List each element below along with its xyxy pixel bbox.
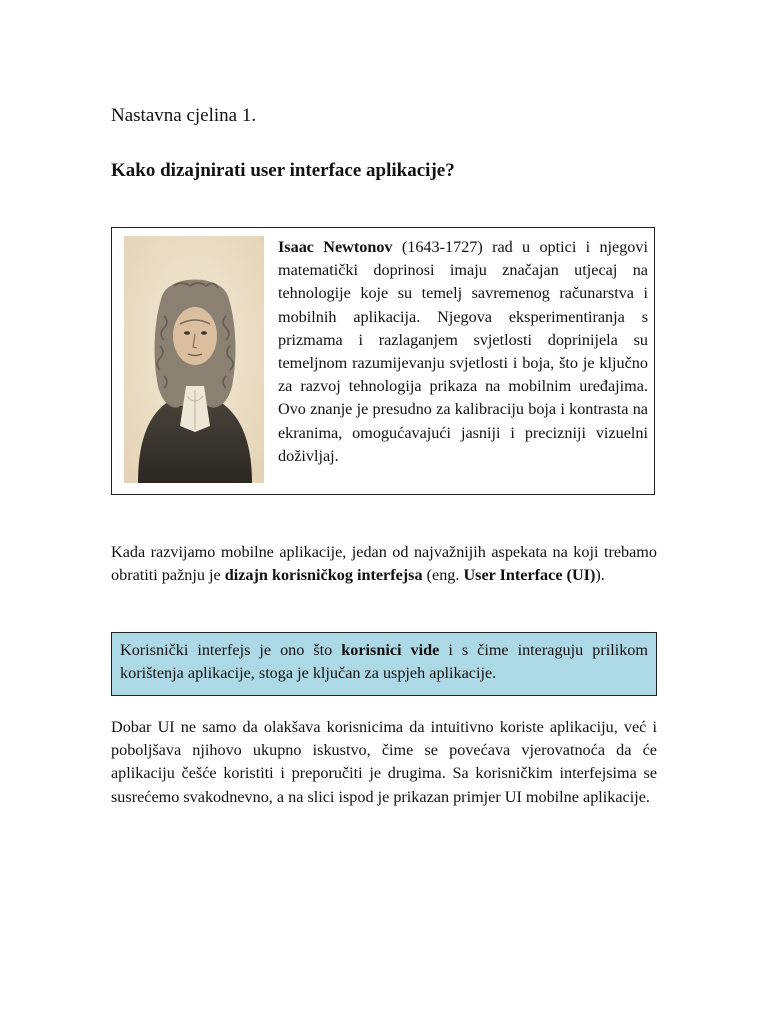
intro-text-1: Kada razvijamo mobilne aplikacije, jedan od najvažnijih aspekata na koji trebamo obratiti pažnju je: [111, 543, 657, 585]
newton-name: Isaac Newtonov: [278, 238, 393, 256]
callout-text-1: Korisnički interfejs je ono što: [120, 641, 342, 659]
callout-bold: korisnici vide: [341, 641, 440, 659]
intro-bold-ui-design: dizajn korisničkog interfejsa: [224, 566, 423, 585]
intro-paragraph: [111, 541, 657, 587]
intro-text-3: ).: [595, 566, 605, 585]
newton-description-text: (1643-1727) rad u optici i njegovi matematički doprinosi imaju značajan utjecaj na tehnologije koje su temelj savremenog računarstva i mobilnih aplikacija. Njegova eksperimentiranja s prizmama i razlaganjem svjetlosti doprinijela su temeljnom razumijevanju svjetlosti i boja, što je ključno za razvoj tehnologija prikaza na mobilnim uređajima. Ovo znanje je presudno za kalibraciju boja i kontrasta na ekranima, omogućavajući jasniji i precizniji vizuelni doživljaj.: [278, 238, 648, 465]
definition-callout: [111, 632, 657, 696]
isaac-newton-portrait-icon: [124, 236, 264, 483]
unit-label: Nastavna cjelina 1.: [111, 105, 257, 126]
callout-text: [120, 639, 648, 685]
callout-text-2: i s čime interaguju prilikom korištenja aplikacije, stoga je ključan za uspjeh aplikacije.: [120, 641, 648, 683]
intro-text-2: (eng.: [422, 566, 464, 585]
intro-bold-ui-term: User Interface (UI): [463, 566, 596, 585]
page-title: Kako dizajnirati user interface aplikacije?: [111, 160, 455, 181]
newton-info-box: [111, 227, 655, 495]
newton-description: [278, 236, 648, 468]
body-paragraph: Dobar UI ne samo da olakšava korisnicima da intuitivno koriste aplikaciju, već i poboljšava njihovo ukupno iskustvo, čime se povećava vjerovatnoća da će aplikaciju češće koristiti i preporučiti je drugima. Sa korisničkim interfejsima se susrećemo svakodnevno, a na slici ispod je prikazan primjer UI mobilne aplikacije.: [111, 718, 657, 806]
